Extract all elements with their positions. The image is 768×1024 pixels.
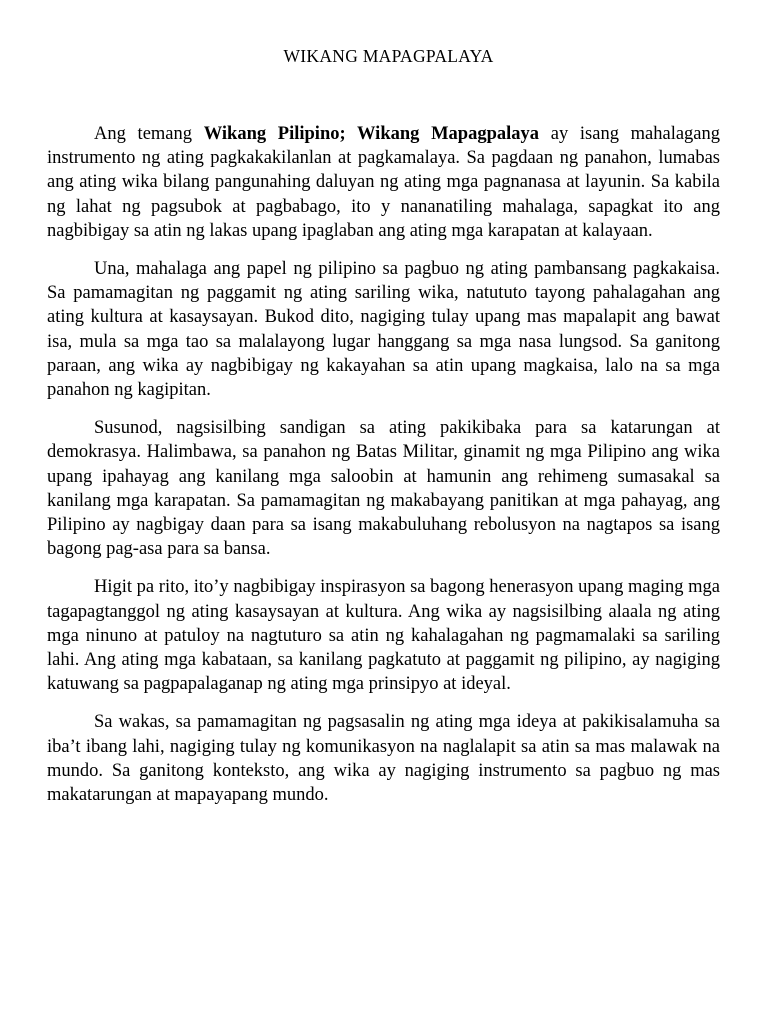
paragraph-1: [47, 122, 720, 243]
paragraph-1-theme-bold: Wikang Pilipino; Wikang Mapagpalaya: [203, 124, 540, 144]
paragraph-3: Susunod, nagsisilbing sandigan sa ating pakikibaka para sa katarungan at demokrasya. Halimbawa, sa panahon ng Batas Militar, ginamit ng mga Pilipino ang wika upang ipahayag ang kanilang mga saloobin at hamunin ang rehimeng sumasakal sa kanilang mga karapatan. Sa pamamagitan ng makabayang panitikan at mga pahayag, ang Pilipino ay nagbigay daan para sa isang makabuluhang rebolusyon na nagtapos sa isang bagong pag-asa para sa bansa.: [47, 418, 720, 560]
paragraph-5: Sa wakas, sa pamamagitan ng pagsasalin ng ating mga ideya at pakikisalamuha sa iba’t ibang lahi, nagiging tulay ng komunikasyon na naglalapit sa atin sa mas malawak na mundo. Sa ganitong konteksto, ang wika ay nagiging instrumento sa pagbuo ng mas makatarungan at mapayapang mundo.: [47, 712, 720, 806]
document-page: [47, 44, 720, 821]
paragraph-4: Higit pa rito, ito’y nagbibigay inspirasyon sa bagong henerasyon upang maging mga tagapagtanggol ng ating kasaysayan at kultura. Ang wika ay nagsisilbing alaala ng ating mga ninuno at patuloy na nagtuturo sa atin ng kahalagahan ng pagmamalaki sa sariling lahi. Ang ating mga kabataan, sa kanilang pagkatuto at paggamit ng pilipino, ay nagiging katuwang sa pagpapalaganap ng ating mga prinsipyo at ideyal.: [47, 577, 720, 695]
paragraph-1-intro: Ang temang: [94, 124, 204, 144]
paragraph-2: Una, mahalaga ang papel ng pilipino sa pagbuo ng ating pambansang pagkakaisa. Sa pamamagitan ng paggamit ng ating sariling wika, natututo tayong pahalagahan ang ating kultura at kasaysayan. Bukod dito, nagiging tulay upang mas mapalapit ang bawat isa, mula sa mga tao sa malalayong lugar hanggang sa mga nasa lungsod. Sa ganitong paraan, ang wika ay nagbibigay ng kakayahan sa atin upang magkaisa, lalo na sa mga panahon ng kagipitan.: [47, 259, 720, 401]
paragraph-1-rest: ay isang mahalagang instrumento ng ating pagkakakilanlan at pagkamalaya. Sa pagdaan ng panahon, lumabas ang ating wika bilang pangunahing daluyan ng ating mga pagnanasa at layunin. Sa kabila ng lahat ng pagsubok at pagbabago, ito y nananatiling mahalaga, sapagkat ito ang nagbibigay sa atin ng lakas upang ipaglaban ang ating mga karapatan at kalayaan.: [47, 124, 721, 241]
document-title: WIKANG MAPAGPALAYA: [283, 46, 494, 66]
